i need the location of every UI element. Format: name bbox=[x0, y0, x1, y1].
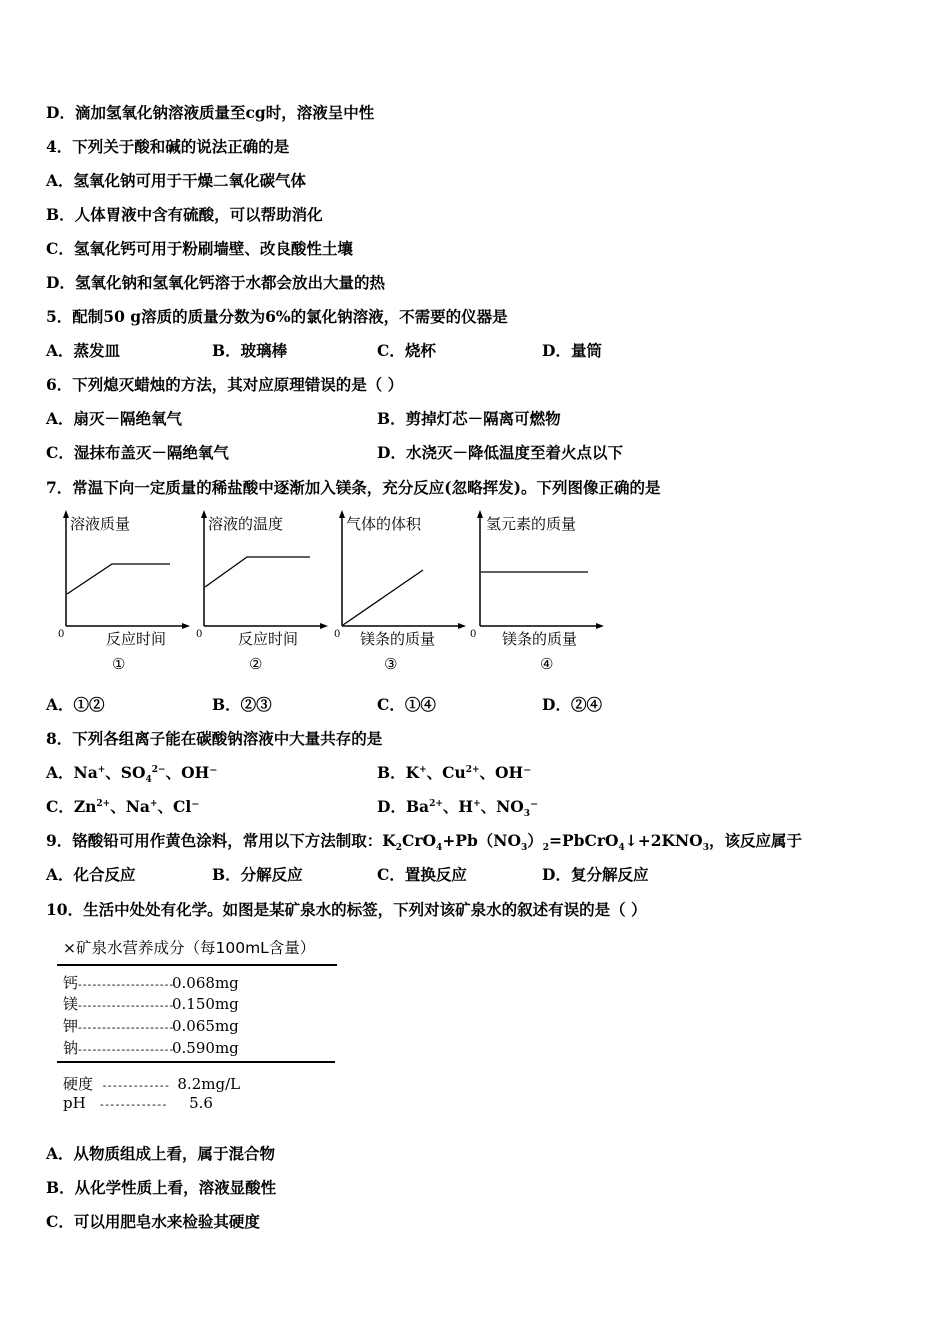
label-row-hardness: 硬度 - - - - - - - - - - - - - 8.2mg/L bbox=[63, 1075, 241, 1093]
q8-option-c[interactable]: C．$Zn^{2+}$、Na+、Cl⁻ bbox=[46, 797, 200, 816]
q10-option-b[interactable]: B．从化学性质上看，溶液显酸性 bbox=[46, 1178, 277, 1197]
graph-4-xlabel: 镁条的质量 bbox=[502, 630, 578, 648]
q4-option-a[interactable]: A．氢氧化钠可用于干燥二氧化碳气体 bbox=[46, 171, 307, 190]
q9-stem: 9．铬酸铅可用作黄色涂料，常用以下方法制取：$K_2CrO_4+Pb(NO_3)_2=PbCrO_4↓+2KNO_3$，该反应属于 bbox=[46, 831, 802, 854]
label-bottom-rule bbox=[57, 1061, 335, 1063]
graph-2-number: ② bbox=[249, 655, 263, 673]
q8-stem: 8．下列各组离子能在碳酸钠溶液中大量共存的是 bbox=[46, 729, 383, 748]
q5-option-c[interactable]: C．烧杯 bbox=[377, 341, 436, 360]
q10-option-c[interactable]: C．可以用肥皂水来检验其硬度 bbox=[46, 1212, 260, 1231]
q7-graph-1 bbox=[56, 508, 196, 688]
q4-option-b[interactable]: B．人体胃液中含有硫酸，可以帮助消化 bbox=[46, 205, 323, 224]
q3-option-d: D．滴加氢氧化钠溶液质量至cg时，溶液呈中性 bbox=[46, 103, 375, 122]
q6-option-b[interactable]: B．剪掉灯芯－隔离可燃物 bbox=[377, 409, 561, 428]
graph-2-axes bbox=[194, 508, 334, 688]
q9-option-d[interactable]: D．复分解反应 bbox=[542, 865, 649, 884]
q9-option-b[interactable]: B．分解反应 bbox=[212, 865, 303, 884]
graph-3-xlabel: 镁条的质量 bbox=[360, 630, 436, 648]
label-row-sodium: 钠- - - - - - - - - - - - - - - - - - - -0.590mg bbox=[63, 1039, 239, 1057]
graph-4-number: ④ bbox=[540, 655, 554, 673]
graph-1-axes bbox=[56, 508, 196, 688]
graph-3-curve bbox=[343, 570, 423, 625]
graph-1-origin: 0 bbox=[58, 629, 65, 640]
q9-option-c[interactable]: C．置换反应 bbox=[377, 865, 467, 884]
graph-3-number: ③ bbox=[384, 655, 398, 673]
graph-4-ylabel: 氢元素的质量 bbox=[486, 515, 577, 533]
q6-option-a[interactable]: A．扇灭－隔绝氧气 bbox=[46, 409, 183, 428]
q5-option-a[interactable]: A．蒸发皿 bbox=[46, 341, 121, 360]
q7-option-b[interactable]: B．②③ bbox=[212, 695, 272, 714]
graph-3-ylabel: 气体的体积 bbox=[346, 515, 422, 533]
q8-option-a[interactable]: A．Na+、$SO_4^{2-}$、OH⁻ bbox=[46, 763, 218, 786]
graph-3-origin: 0 bbox=[334, 629, 341, 640]
q5-stem: 5．配制50 g溶质的质量分数为6%的氯化钠溶液，不需要的仪器是 bbox=[46, 307, 508, 326]
graph-3-axes bbox=[332, 508, 472, 688]
label-row-magnesium: 镁- - - - - - - - - - - - - - - - - - - -0.150mg bbox=[63, 995, 239, 1013]
q6-option-d[interactable]: D．水浇灭－降低温度至着火点以下 bbox=[377, 443, 623, 462]
graph-4-origin: 0 bbox=[470, 629, 477, 640]
q6-option-c[interactable]: C．湿抹布盖灭－隔绝氧气 bbox=[46, 443, 229, 462]
q7-option-c[interactable]: C．①④ bbox=[377, 695, 436, 714]
q6-stem: 6．下列熄灭蜡烛的方法，其对应原理错误的是（ ） bbox=[46, 375, 404, 394]
q5-option-b[interactable]: B．玻璃棒 bbox=[212, 341, 288, 360]
q5-option-d[interactable]: D．量筒 bbox=[542, 341, 602, 360]
q4-option-c[interactable]: C．氢氧化钙可用于粉刷墙壁、改良酸性土壤 bbox=[46, 239, 353, 258]
label-row-ph: pH - - - - - - - - - - - - - 5.6 bbox=[63, 1094, 213, 1112]
label-top-rule bbox=[57, 964, 337, 966]
q4-stem: 4．下列关于酸和碱的说法正确的是 bbox=[46, 137, 290, 156]
q9-option-a[interactable]: A．化合反应 bbox=[46, 865, 136, 884]
q10-option-a[interactable]: A．从物质组成上看，属于混合物 bbox=[46, 1144, 276, 1163]
q7-option-d[interactable]: D．②④ bbox=[542, 695, 602, 714]
label-title: ×矿泉水营养成分（每100mL含量） bbox=[63, 939, 316, 957]
q8-option-b[interactable]: B．K+、$Cu^{2+}$、OH⁻ bbox=[377, 763, 532, 782]
q8-option-d[interactable]: D．$Ba^{2+}$、H+、$NO_3^-$ bbox=[377, 797, 539, 820]
label-row-potassium: 钾- - - - - - - - - - - - - - - - - - - -0.065mg bbox=[63, 1017, 239, 1035]
graph-1-curve bbox=[67, 564, 170, 594]
graph-2-origin: 0 bbox=[196, 629, 203, 640]
graph-2-xlabel: 反应时间 bbox=[238, 630, 299, 648]
q4-option-d[interactable]: D．氢氧化钠和氢氧化钙溶于水都会放出大量的热 bbox=[46, 273, 385, 292]
q7-stem: 7．常温下向一定质量的稀盐酸中逐渐加入镁条，充分反应(忽略挥发)。下列图像正确的是 bbox=[46, 478, 661, 497]
q7-option-a[interactable]: A．①② bbox=[46, 695, 105, 714]
graph-1-ylabel: 溶液质量 bbox=[70, 515, 131, 533]
q7-graph-2 bbox=[194, 508, 334, 688]
graph-2-ylabel: 溶液的温度 bbox=[208, 515, 284, 533]
graph-1-xlabel: 反应时间 bbox=[106, 630, 167, 648]
mineral-water-label bbox=[57, 936, 347, 1116]
q10-stem: 10．生活中处处有化学。如图是某矿泉水的标签，下列对该矿泉水的叙述有误的是（ ） bbox=[46, 900, 647, 919]
q7-graph-3 bbox=[332, 508, 472, 688]
graph-1-number: ① bbox=[112, 655, 126, 673]
q7-graph-4 bbox=[470, 508, 610, 688]
label-row-calcium: 钙- - - - - - - - - - - - - - - - - - - -0.068mg bbox=[63, 974, 239, 992]
graph-2-curve bbox=[205, 557, 310, 587]
